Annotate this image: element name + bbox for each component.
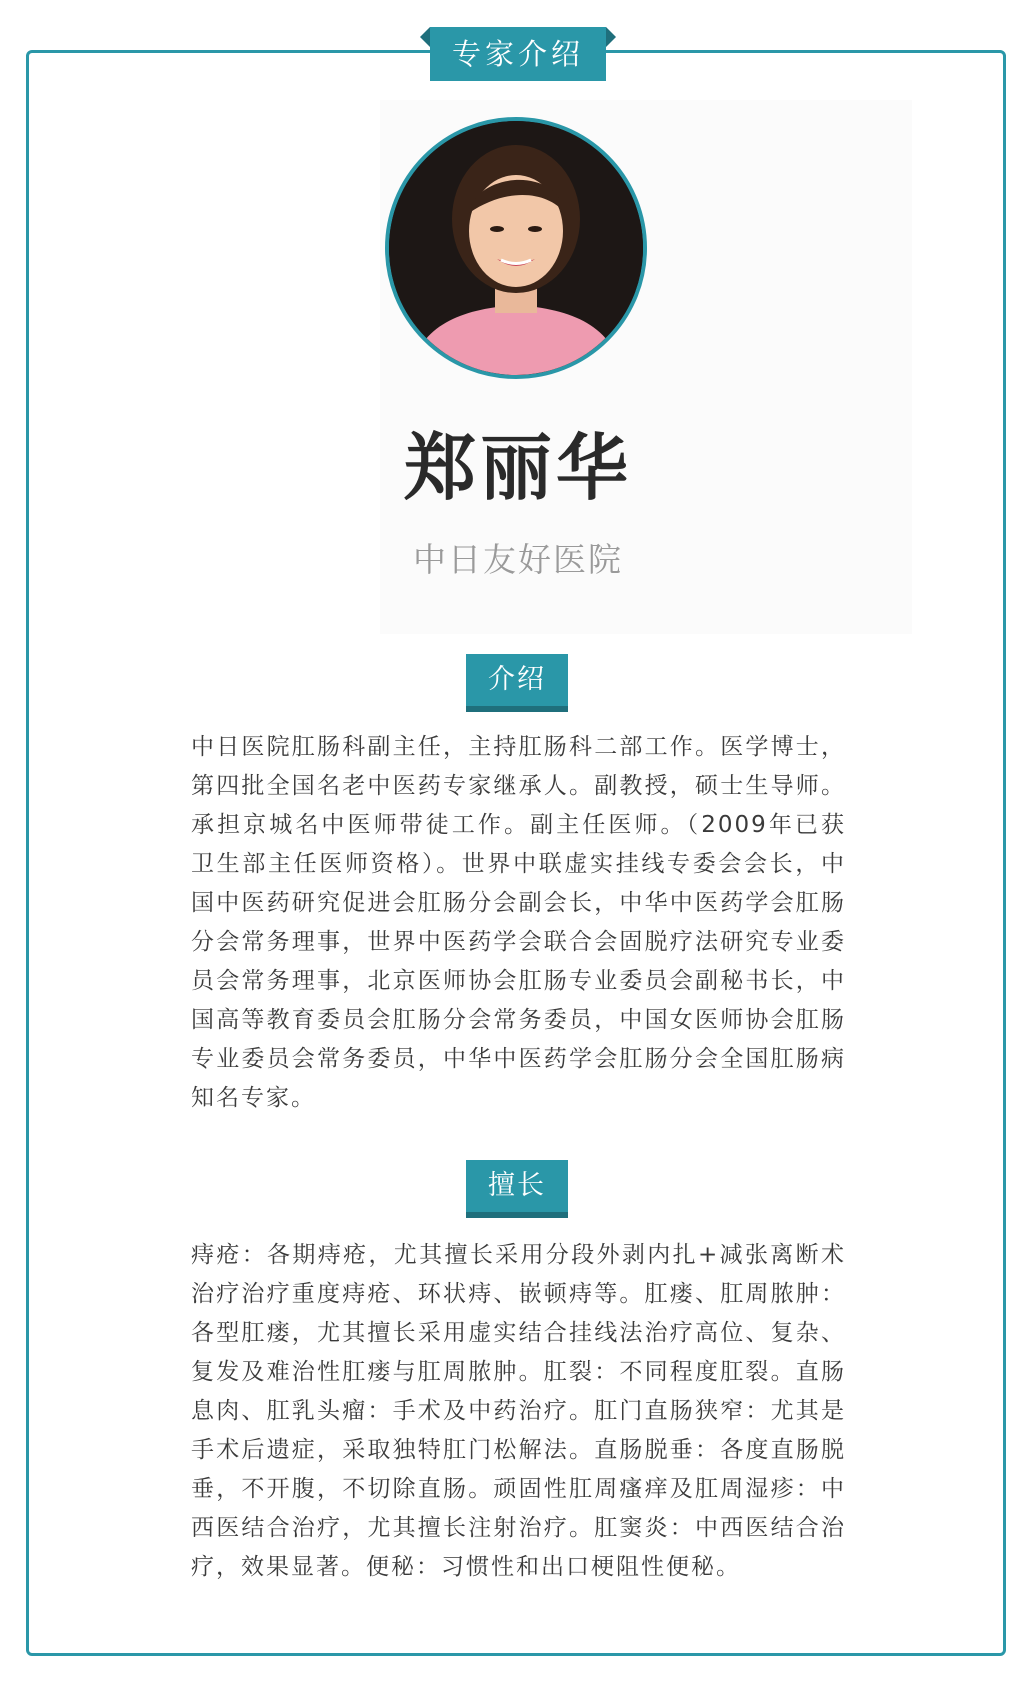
specialty-text: 痔疮：各期痔疮，尤其擅长采用分段外剥内扎+减张离断术治疗治疗重度痔疮、环状痔、嵌顿痔等。肛瘘、肛周脓肿：各型肛瘘，尤其擅长采用虚实结合挂线法治疗高位、复杂、复发及难治性肛瘘与肛周脓肿。肛裂：不同程度肛裂。直肠息肉、肛乳头瘤：手术及中药治疗。肛门直肠狭窄：尤其是手术后遗症，采取独特肛门松解法。直肠脱垂：各度直肠脱垂，不开腹，不切除直肠。顽固性肛周瘙痒及肛周湿疹：中西医结合治疗，尤其擅长注射治疗。肛窦炎：中西医结合治疗，效果显著。便秘：习惯性和出口梗阻性便秘。 bbox=[191, 1242, 846, 1580]
avatar bbox=[385, 117, 647, 379]
specialty-label: 擅长 bbox=[466, 1160, 568, 1212]
intro-label: 介绍 bbox=[466, 654, 568, 706]
portrait-image bbox=[389, 121, 643, 375]
expert-hospital: 中日友好医院 bbox=[413, 540, 623, 579]
intro-text: 中日医院肛肠科副主任，主持肛肠科二部工作。医学博士，第四批全国名老中医药专家继承人。副教授，硕士生导师。承担京城名中医师带徒工作。副主任医师。（2009年已获卫生部主任医师资格）。世界中联虚实挂线专委会会长，中国中医药研究促进会肛肠分会副会长，中华中医药学会肛肠分会常务理事，世界中医药学会联合会固脱疗法研究专业委员会常务理事，北京医师协会肛肠专业委员会副秘书长，中国高等教育委员会肛肠分会常务委员，中国女医师协会肛肠专业委员会常务委员，中华中医药学会肛肠分会全国肛肠病知名专家。 bbox=[191, 734, 846, 1111]
expert-name: 郑丽华 bbox=[403, 425, 632, 510]
header-title: 专家介绍 bbox=[430, 27, 606, 81]
